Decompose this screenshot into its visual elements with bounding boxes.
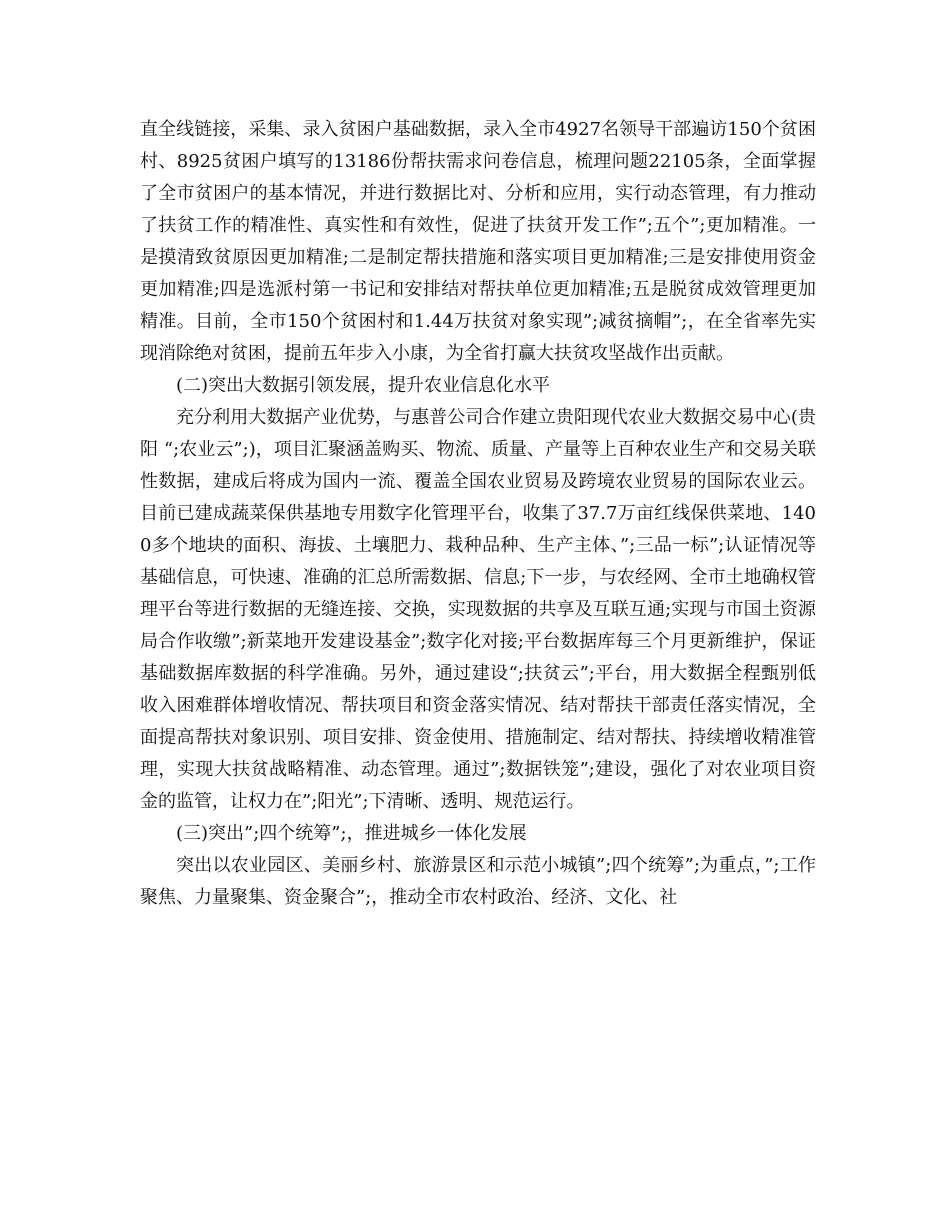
paragraph-continuation: 直全线链接，采集、录入贫困户基础数据，录入全市4927名领导干部遍访150个贫困村、8925贫困户填写的13186份帮扶需求问卷信息，梳理问题22105条，全面掌握了全市贫困户的基本情况，并进行数据比对、分析和应用，实行动态管理，有力推动了扶贫工作的精准性、真实性和有效性，促进了扶贫开发工作”;五个”;更加精准。一是摸清致贫原因更加精准;二是制定帮扶措施和落实项目更加精准;三是安排使用资金更加精准;四是选派村第一书记和安排结对帮扶单位更加精准;五是脱贫成效管理更加精准。目前，全市150个贫困村和1.44万扶贫对象实现”;减贫摘帽”;，在全省率先实现消除绝对贫困，提前五年步入小康，为全省打赢大扶贫攻坚战作出贡献。 bbox=[140, 119, 816, 364]
section-heading-3: (三)突出”;四个统筹”;，推进城乡一体化发展 bbox=[176, 823, 527, 844]
paragraph-big-data: 充分利用大数据产业优势，与惠普公司合作建立贵阳现代农业大数据交易中心(贵阳 “;农业云”;)，项目汇聚涵盖购买、物流、质量、产量等上百种农业生产和交易关联性数据，建成后将成为国内一流、覆盖全国农业贸易及跨境农业贸易的国际农业云。目前已建成蔬菜保供基地专用数字化管理平台，收集了37.7万亩红线保供菜地、1400多个地块的面积、海拔、土壤肥力、栽种品种、生产主体、”;三品一标”;认证情况等基础信息，可快速、准确的汇总所需数据、信息;下一步，与农经网、全市土地确权管理平台等进行数据的无缝连接、交换，实现数据的共享及互联互通;实现与市国土资源局合作收缴”;新菜地开发建设基金”;数字化对接;平台数据库每三个月更新维护，保证基础数据库数据的科学准确。另外，通过建设“;扶贫云”;平台，用大数据全程甄别低收入困难群体增收情况、帮扶项目和资金落实情况、结对帮扶干部责任落实情况，全面提高帮扶对象识别、项目安排、资金使用、措施制定、结对帮扶、持续增收精准管理，实现大扶贫战略精准、动态管理。通过”;数据铁笼”;建设，强化了对农业项目资金的监管，让权力在”;阳光”;下清晰、透明、规范运行。 bbox=[140, 407, 816, 812]
section-heading-2: (二)突出大数据引领发展，提升农业信息化水平 bbox=[176, 375, 551, 396]
paragraph-four-coordinations: 突出以农业园区、美丽乡村、旅游景区和示范小城镇”;四个统筹”;为重点，”;工作聚焦、力量聚集、资金聚合”;，推动全市农村政治、经济、文化、社 bbox=[140, 855, 816, 908]
document-body bbox=[140, 114, 816, 914]
